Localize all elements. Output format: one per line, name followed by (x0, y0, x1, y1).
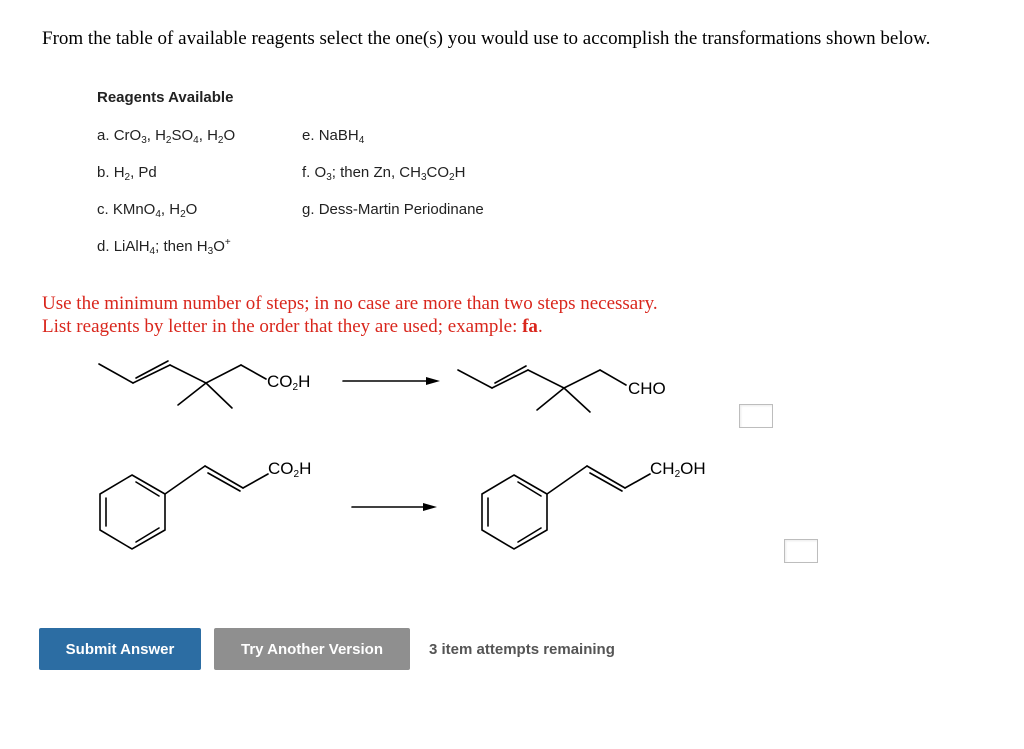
reagent-subscript: 3 (420, 172, 427, 183)
reagent-text: , Pd (130, 164, 157, 181)
product-1-skeleton (458, 366, 626, 412)
reagent-text: Dess-Martin Periodinane (318, 201, 484, 218)
reagent-letter: c. (97, 201, 109, 218)
group-subscript: 2 (674, 469, 681, 480)
group-text: H (298, 372, 311, 391)
reagent-text: CO (426, 164, 450, 181)
reagent-text: , H (146, 127, 166, 144)
reagent-text: SO (171, 127, 194, 144)
reagent-subscript: 4 (149, 246, 156, 257)
instruction-example: fa (522, 316, 538, 337)
reagent-subscript: 2 (124, 172, 131, 183)
product-1-group (628, 379, 666, 399)
reagent-subscript: 3 (141, 135, 147, 146)
reagent-superscript: + (224, 237, 231, 248)
reagent-text: H (454, 164, 466, 181)
group-text: H (299, 459, 312, 478)
reactant-2-group (268, 459, 311, 479)
reagent-text: LiAlH (113, 238, 150, 255)
reagent-text: ; then Zn, CH (331, 164, 421, 181)
reactant-2-skeleton (100, 466, 268, 549)
instruction-line-1: Use the minimum number of steps; in no case are more than two steps necessary. (42, 293, 658, 314)
reagent-letter: e. (302, 127, 315, 144)
reagent-subscript: 2 (165, 135, 172, 146)
reagent-subscript: 3 (207, 246, 214, 257)
reagent-text: O (213, 238, 225, 255)
answer-input-1[interactable] (739, 404, 773, 428)
instruction-text: List reagents by letter in the order that they are used; example: (42, 316, 523, 337)
submit-answer-button[interactable]: Submit Answer (39, 628, 201, 670)
instruction-text: . (537, 316, 543, 337)
group-subscript: 2 (293, 469, 300, 480)
reagent-text: O (223, 127, 236, 144)
reagent-text: ; then H (155, 238, 208, 255)
group-text: OH (680, 459, 706, 478)
attempts-remaining: 3 item attempts remaining (429, 641, 615, 658)
reagent-text: O (314, 164, 327, 181)
reagent-text: NaBH (318, 127, 359, 144)
reagent-text: CrO (113, 127, 142, 144)
reagent-subscript: 2 (180, 209, 186, 220)
group-subscript: 2 (292, 382, 299, 393)
reagent-letter: b. (97, 164, 110, 181)
reagent-subscript: 4 (358, 135, 365, 146)
reagent-subscript: 4 (155, 209, 161, 220)
try-another-version-button[interactable]: Try Another Version (214, 628, 410, 670)
product-2-group (650, 459, 706, 479)
reactant-1-group (267, 372, 310, 392)
reagent-letter: f. (302, 164, 311, 181)
answer-input-2[interactable] (784, 539, 818, 563)
group-text: CHO (628, 379, 666, 398)
reagent-letter: g. (302, 201, 315, 218)
reagent-subscript: 4 (193, 135, 199, 146)
reactant-1-skeleton (99, 361, 266, 408)
reagent-text: O (185, 201, 198, 218)
reagent-letter: a. (97, 127, 110, 144)
reagent-text: , H (198, 127, 218, 144)
reagent-subscript: 2 (217, 135, 224, 146)
product-2-skeleton (482, 466, 650, 549)
reagent-text: H (113, 164, 125, 181)
reagent-text: , H (160, 201, 181, 218)
reagent-letter: d. (97, 238, 110, 255)
reagent-subscript: 2 (449, 172, 455, 183)
group-text: CO (268, 459, 294, 478)
reaction-arrow-1 (343, 377, 440, 385)
group-text: CO (267, 372, 293, 391)
reagent-text: KMnO (112, 201, 156, 218)
reagent-subscript: 3 (326, 172, 332, 183)
reaction-arrow-2 (352, 503, 437, 511)
group-text: CH (650, 459, 675, 478)
reagents-title: Reagents Available (97, 89, 234, 106)
question-prompt: From the table of available reagents select the one(s) you would use to accomplish the transformations shown below. (42, 28, 931, 49)
